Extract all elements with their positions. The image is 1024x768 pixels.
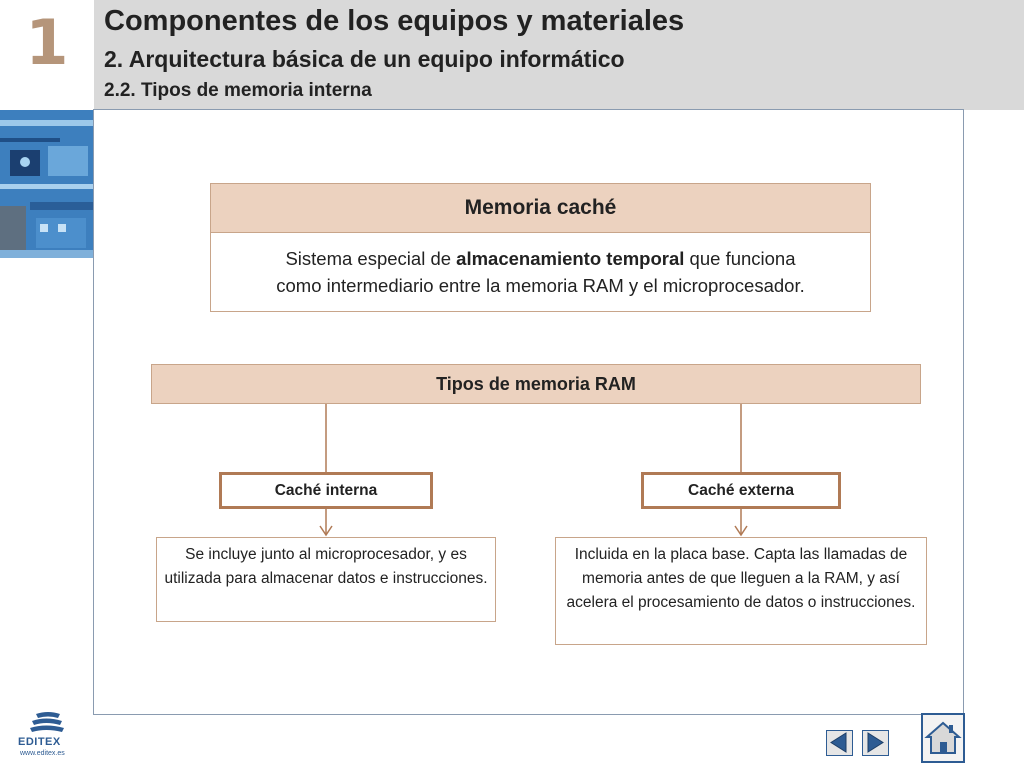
section-title: 2.2. Tipos de memoria interna [104, 80, 372, 101]
ram-types-bar: Tipos de memoria RAM [151, 364, 921, 404]
home-icon [923, 715, 963, 761]
circuit-board-image [0, 110, 94, 258]
cache-desc-post: que funciona [684, 248, 796, 269]
external-cache-label: Caché externa [641, 472, 841, 509]
chapter-number: 1 [25, 6, 69, 79]
cache-memory-box [210, 183, 871, 312]
triangle-right-icon [863, 731, 887, 754]
page-subtitle: 2. Arquitectura básica de un equipo informático [104, 46, 625, 72]
previous-slide-button[interactable] [826, 730, 853, 756]
editex-logo-text: EDITEX [18, 736, 61, 748]
page-title: Componentes de los equipos y materiales [104, 5, 685, 37]
cache-memory-description [211, 233, 870, 299]
internal-cache-label: Caché interna [219, 472, 433, 509]
next-slide-button[interactable] [862, 730, 889, 756]
cache-desc-pre: Sistema especial de [285, 248, 457, 269]
home-button[interactable] [921, 713, 965, 763]
internal-cache-description: Se incluye junto al microprocesador, y es utilizada para almacenar datos e instrucciones. [156, 537, 496, 622]
cache-desc-line2: como intermediario entre la memoria RAM y el microprocesador. [276, 275, 805, 296]
triangle-left-icon [827, 731, 851, 754]
header-bar [0, 0, 1024, 110]
cache-desc-bold: almacenamiento temporal [456, 248, 685, 269]
external-cache-description: Incluida en la placa base. Capta las llamadas de memoria antes de que lleguen a la RAM, y así acelera el procesamiento de datos o instrucciones. [555, 537, 927, 645]
editex-logo-url: www.editex.es [20, 750, 65, 757]
cache-memory-title: Memoria caché [211, 184, 870, 233]
chapter-box [0, 0, 94, 110]
